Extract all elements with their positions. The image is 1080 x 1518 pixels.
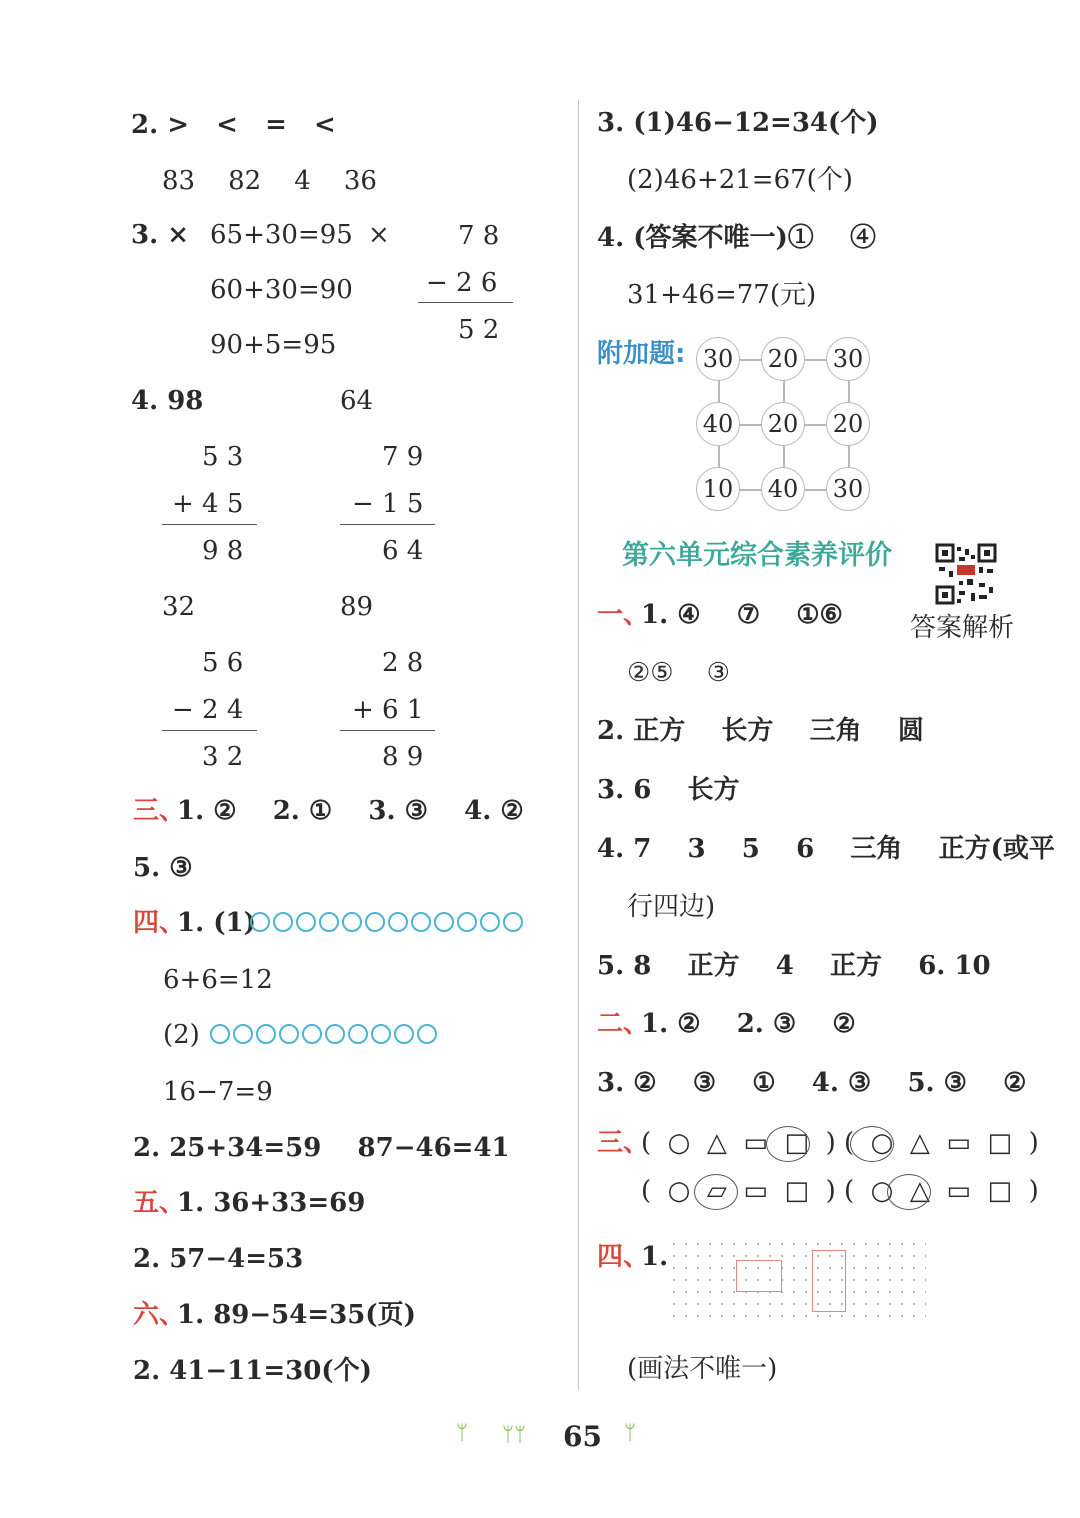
right-s1-q1b: ②⑤ ③ — [627, 658, 730, 688]
right-s1-q1a: 1. ④ ⑦ ①⑥ — [641, 600, 843, 630]
left-q3-vert-mid: − 2 6 — [426, 268, 498, 298]
left-s4-eq1: 6+6=12 — [163, 965, 273, 995]
left-s6-q2: 2. 41−11=30(个) — [133, 1356, 372, 1386]
left-section-3-head: 三、 — [133, 796, 186, 826]
page-number: 65 — [563, 1420, 602, 1453]
left-v1-bot: 9 8 — [202, 536, 244, 566]
right-s1-q3: 3. 6 长方 — [597, 775, 740, 805]
left-v2-mid: − 1 5 — [352, 489, 424, 519]
left-section-3-line2: 5. ③ — [133, 853, 193, 883]
left-v1-mid: + 4 5 — [172, 489, 244, 519]
right-s2-q1: 1. ② 2. ③ ② — [641, 1009, 856, 1039]
left-s4-q1-label: 1. (1) — [177, 908, 256, 938]
left-q4-c: 32 — [162, 592, 196, 622]
left-v2-line — [340, 524, 435, 525]
left-q4-d: 89 — [340, 592, 374, 622]
column-divider — [578, 100, 579, 1390]
grid-cell-r1c2: 20 — [761, 337, 805, 381]
left-q3-cross2: × — [368, 220, 390, 250]
left-s4-eq2: 16−7=9 — [163, 1077, 273, 1107]
right-q4-1: 4. (答案不唯一)① ④ — [597, 223, 877, 253]
left-q2-symbols: 2. > < = < — [131, 110, 336, 140]
left-q2-values: 83 82 4 36 — [162, 166, 377, 196]
right-section-4-head: 四、 — [597, 1242, 650, 1272]
right-s1-q5: 5. 8 正方 4 正方 6. 10 — [597, 951, 991, 981]
right-section-3-head: 三、 — [597, 1128, 650, 1158]
selected-circle-oval — [850, 1126, 894, 1162]
selected-triangle-oval — [887, 1174, 931, 1210]
extra-question-label: 附加题: — [597, 339, 686, 369]
left-s4-circle-row-2 — [210, 1024, 437, 1044]
right-s3-shape-row-1: ( ○ △ ▭ □ ) ( ○ △ ▭ □ ) — [641, 1128, 1039, 1158]
selected-square-oval — [766, 1126, 810, 1162]
right-section-1-head: 一、 — [597, 600, 650, 630]
right-q3-1: 3. (1)46−12=34(个) — [597, 108, 879, 138]
unit-title: 第六单元综合素养评价 — [622, 540, 892, 571]
left-q4-b: 64 — [340, 386, 374, 416]
right-s4-note: (画法不唯一) — [627, 1354, 778, 1384]
drawn-rectangle-tall — [812, 1250, 846, 1312]
left-v2-top: 7 9 — [382, 442, 424, 472]
right-s1-q2: 2. 正方 长方 三角 圆 — [597, 716, 924, 746]
left-q3-vert-line — [418, 302, 513, 303]
grid-cell-r2c2: 20 — [761, 402, 805, 446]
left-v2-bot: 6 4 — [382, 536, 424, 566]
left-s6-q1: 1. 89−54=35(页) — [177, 1300, 416, 1330]
right-s1-q4a: 4. 7 3 5 6 三角 正方(或平 — [597, 834, 1055, 864]
sprout-icon: ᛘᛘ — [502, 1422, 526, 1446]
right-s4-q1: 1. — [641, 1242, 669, 1272]
left-v3-line — [162, 730, 257, 731]
grid-cell-r3c2: 40 — [761, 467, 805, 511]
left-section-4-head: 四、 — [133, 908, 186, 938]
right-section-2-head: 二、 — [597, 1009, 650, 1039]
right-q4-2: 31+46=77(元) — [627, 280, 817, 310]
grid-cell-r3c3: 30 — [826, 467, 870, 511]
left-s4-q2: 2. 25+34=59 87−46=41 — [133, 1133, 510, 1163]
left-section-6-head: 六、 — [133, 1300, 186, 1330]
left-q3-eq-c: 90+5=95 — [210, 330, 337, 360]
right-s2-q3: 3. ② ③ ① 4. ③ 5. ③ ② — [597, 1068, 1027, 1098]
left-q3-eq-a: 65+30=95 — [210, 220, 353, 250]
sprout-icon: ᛘ — [456, 1420, 468, 1444]
left-v3-mid: − 2 4 — [172, 695, 244, 725]
left-v3-top: 5 6 — [202, 648, 244, 678]
dot-grid — [668, 1238, 926, 1322]
left-v3-bot: 3 2 — [202, 742, 244, 772]
right-s3-shape-row-2: ( ○ ▱ ▭ □ ) ( ○ △ ▭ □ ) — [641, 1176, 1039, 1206]
grid-cell-r3c1: 10 — [696, 467, 740, 511]
grid-cell-r1c3: 30 — [826, 337, 870, 381]
left-v1-line — [162, 524, 257, 525]
left-v4-bot: 8 9 — [382, 742, 424, 772]
left-v4-mid: + 6 1 — [352, 695, 424, 725]
selected-parallelogram-oval — [694, 1174, 738, 1210]
left-section-5-head: 五、 — [133, 1188, 186, 1218]
grid-cell-r2c1: 40 — [696, 402, 740, 446]
left-s4-circle-row-1 — [250, 912, 523, 932]
answer-analysis-label[interactable]: 答案解析 — [910, 613, 1015, 643]
qr-code-icon[interactable] — [935, 543, 997, 605]
left-q3-vert-top: 7 8 — [458, 221, 500, 251]
grid-cell-r2c3: 20 — [826, 402, 870, 446]
left-q3-vert-bot: 5 2 — [458, 315, 500, 345]
grid-cell-r1c1: 30 — [696, 337, 740, 381]
left-q3-eq-b: 60+30=90 — [210, 275, 353, 305]
left-s5-q2: 2. 57−4=53 — [133, 1244, 304, 1274]
left-v1-top: 5 3 — [202, 442, 244, 472]
left-v4-line — [340, 730, 435, 731]
left-s4-q1b-label: (2) — [163, 1020, 200, 1050]
left-v4-top: 2 8 — [382, 648, 424, 678]
right-s1-q4b: 行四边) — [627, 892, 716, 922]
left-s5-q1: 1. 36+33=69 — [177, 1188, 366, 1218]
sprout-icon: ᛘ — [624, 1420, 636, 1444]
left-q3-cross1: 3. × — [131, 220, 189, 250]
left-section-3-line1: 1. ② 2. ① 3. ③ 4. ② — [177, 796, 524, 826]
right-q3-2: (2)46+21=67(个) — [627, 165, 853, 195]
drawn-rectangle-wide — [736, 1260, 782, 1292]
left-q4-a: 4. 98 — [131, 386, 204, 416]
